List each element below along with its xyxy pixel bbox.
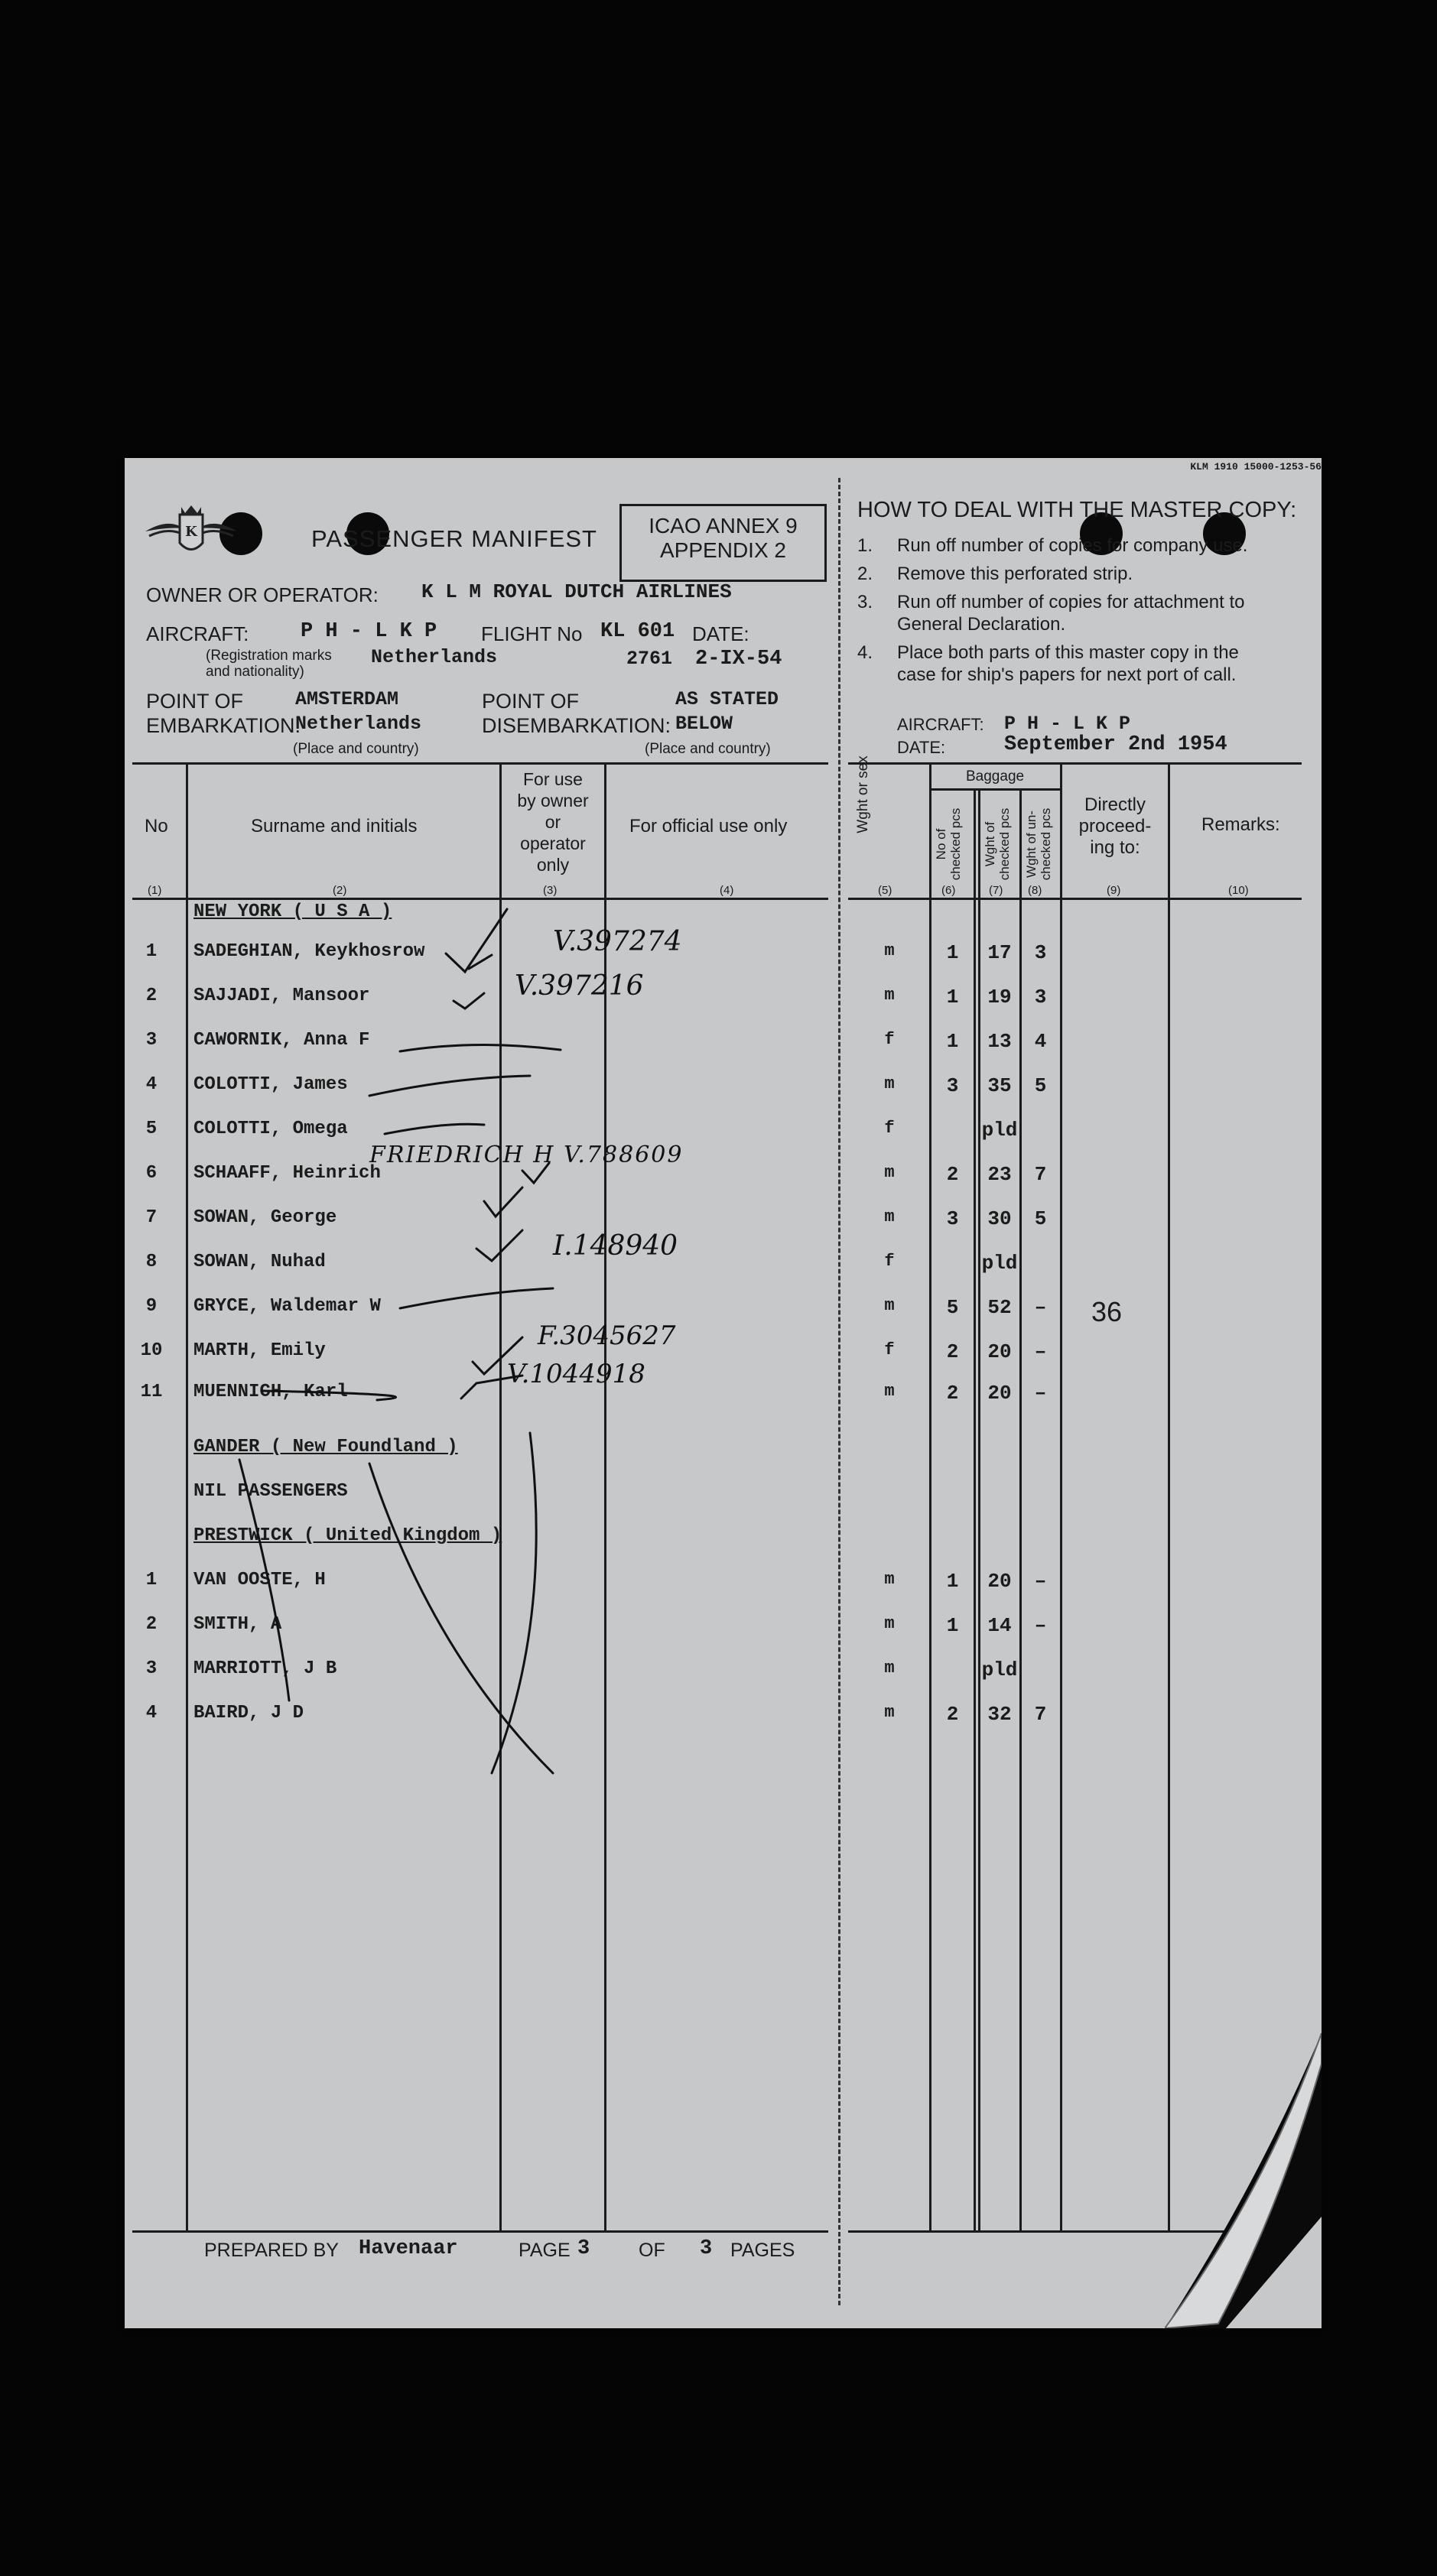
col-wght-checked-header — [983, 794, 1012, 894]
instruction-text: Remove this perforated strip. — [897, 564, 1133, 584]
directly-line: Directly — [1084, 794, 1146, 815]
disembark-label-line2: DISEMBARKATION: — [482, 714, 671, 737]
instruction-number: 1. — [857, 535, 873, 556]
instructions-list — [857, 534, 1247, 686]
row-number: 7 — [145, 1207, 158, 1228]
col-number: (5) — [878, 884, 892, 897]
form-code: KLM 1910 15000-1253-56 — [1190, 461, 1322, 473]
instruction-item — [857, 642, 1247, 686]
directly-line: proceed- — [1078, 816, 1152, 836]
passenger-name: SMITH, A — [193, 1614, 282, 1635]
flight-label: FLIGHT No — [481, 622, 583, 645]
row-number: 11 — [140, 1382, 163, 1402]
unchecked-weight: – — [1034, 1570, 1047, 1593]
passenger-sex: f — [884, 1030, 895, 1049]
passenger-name: MUENNICH, Karl — [193, 1382, 348, 1402]
owner-use-line: by owner — [517, 791, 589, 810]
icao-line2: APPENDIX 2 — [660, 538, 786, 562]
checked-pieces: 1 — [946, 986, 959, 1009]
flight-sub: 2761 — [626, 648, 673, 670]
instruction-number: 3. — [857, 592, 873, 612]
instruction-text: Run off number of copies for attachment to — [897, 592, 1245, 612]
stub-aircraft-label: AIRCRAFT: — [897, 715, 984, 734]
handwritten-passport: V.397274 — [553, 926, 682, 957]
section-heading-prestwick: PRESTWICK ( United Kingdom ) — [193, 1525, 502, 1546]
manifest-title: PASSENGER MANIFEST — [311, 525, 597, 552]
col-remarks-header: Remarks: — [1201, 814, 1280, 835]
unchecked-weight: – — [1034, 1296, 1047, 1319]
col-wght-unchecked-header — [1024, 794, 1053, 894]
handwritten-passport: FRIEDRICH H V.788609 — [369, 1142, 684, 1168]
checked-header-line: No of — [934, 828, 948, 860]
passenger-name: COLOTTI, James — [193, 1074, 348, 1095]
row-number: 2 — [145, 986, 158, 1006]
owner-label: OWNER OR OPERATOR: — [146, 583, 379, 606]
col-directly-header — [1062, 794, 1168, 859]
owner-use-line: operator — [520, 833, 586, 853]
embark-value-line1: AMSTERDAM — [295, 688, 399, 710]
row-number: 5 — [145, 1119, 158, 1139]
col-number: (2) — [333, 884, 347, 897]
embark-note: (Place and country) — [293, 741, 419, 757]
destination-code: 36 — [1091, 1296, 1123, 1327]
row-number: 3 — [145, 1030, 158, 1051]
row-number: 2 — [145, 1614, 158, 1635]
disembark-value-line1: AS STATED — [675, 688, 779, 710]
pages-label: PAGES — [730, 2240, 795, 2261]
passenger-name: MARTH, Emily — [193, 1340, 326, 1361]
col-number: (1) — [148, 884, 162, 897]
section-heading-new-york: NEW YORK ( U S A ) — [193, 901, 392, 922]
instructions-title: HOW TO DEAL WITH THE MASTER COPY: — [857, 498, 1297, 522]
unchecked-weight: 3 — [1034, 986, 1047, 1009]
instruction-text-cont: General Declaration. — [897, 614, 1066, 635]
passenger-sex: m — [884, 1382, 895, 1401]
folded-corner — [1165, 2033, 1322, 2328]
page-value: 3 — [577, 2237, 590, 2260]
aircraft-label: AIRCRAFT: — [146, 622, 249, 645]
col-number: (3) — [543, 884, 558, 897]
passenger-sex: m — [884, 1703, 895, 1722]
checked-weight: 32 — [987, 1703, 1012, 1726]
table-top-rule-right — [848, 762, 1302, 765]
row-number: 1 — [145, 1570, 158, 1590]
checked-pieces: 3 — [946, 1074, 959, 1097]
embark-label-line1: POINT OF — [146, 690, 244, 713]
disembark-value-line2: BELOW — [675, 713, 733, 735]
row-number: 10 — [140, 1340, 163, 1361]
instruction-number: 2. — [857, 564, 873, 584]
col-number: (4) — [720, 884, 734, 897]
passenger-name: SAJJADI, Mansoor — [193, 986, 370, 1006]
checked-weight: 30 — [987, 1207, 1012, 1230]
embark-label-line2: EMBARKATION: — [146, 714, 301, 737]
checked-pieces: 2 — [946, 1340, 959, 1363]
row-number: 4 — [145, 1074, 158, 1095]
column-number-rule-right — [848, 898, 1302, 900]
prepared-value: Havenaar — [359, 2237, 458, 2260]
row-number: 4 — [145, 1703, 158, 1723]
instruction-item — [857, 563, 1247, 585]
wght-unchecked-line: checked pcs — [1039, 807, 1053, 881]
row-number: 8 — [145, 1252, 158, 1272]
passenger-sex: f — [884, 1119, 895, 1138]
flight-value: KL 601 — [600, 620, 675, 643]
checked-pieces: 2 — [946, 1703, 959, 1726]
instruction-text: Place both parts of this master copy in the — [897, 642, 1239, 663]
passenger-name: CAWORNIK, Anna F — [193, 1030, 370, 1051]
wght-unchecked-line: Wght of un- — [1024, 810, 1039, 878]
instruction-number: 4. — [857, 642, 873, 663]
checked-weight: 20 — [987, 1340, 1012, 1363]
stub-aircraft-value: P H - L K P — [1004, 713, 1131, 735]
instruction-item — [857, 591, 1247, 635]
wght-checked-line: Wght of — [983, 821, 997, 867]
col-divider — [1168, 762, 1170, 2230]
col-number: (10) — [1228, 884, 1249, 897]
passenger-sex: m — [884, 1207, 895, 1226]
unchecked-weight: – — [1034, 1340, 1047, 1363]
owner-use-line: For use — [523, 769, 583, 789]
passenger-name: BAIRD, J D — [193, 1703, 304, 1723]
col-divider — [929, 762, 931, 2230]
checked-weight: 14 — [987, 1614, 1012, 1637]
col-number: (7) — [989, 884, 1003, 897]
owner-use-line: only — [536, 855, 570, 875]
passenger-name: SOWAN, George — [193, 1207, 337, 1228]
pages-value: 3 — [700, 2237, 713, 2260]
col-no-header: No — [145, 816, 168, 836]
passenger-name: SCHAAFF, Heinrich — [193, 1163, 381, 1184]
checked-pieces: 1 — [946, 1030, 959, 1053]
svg-text:K: K — [185, 524, 197, 540]
page-label: PAGE — [519, 2240, 571, 2261]
checked-weight: pld — [981, 1252, 1018, 1275]
handwritten-passport: V.397216 — [515, 970, 644, 1002]
pen-marks — [125, 458, 844, 1987]
embark-value-line2: Netherlands — [295, 713, 422, 735]
unchecked-weight: 5 — [1034, 1207, 1047, 1230]
passenger-name: COLOTTI, Omega — [193, 1119, 348, 1139]
unchecked-weight: 5 — [1034, 1074, 1047, 1097]
unchecked-weight: – — [1034, 1382, 1047, 1405]
handwritten-passport: V.1044918 — [507, 1359, 645, 1389]
instruction-text: Run off number of copies for company use. — [897, 535, 1248, 556]
checked-pieces: 1 — [946, 1570, 959, 1593]
passenger-name: VAN OOSTE, H — [193, 1570, 326, 1590]
col-divider — [974, 788, 976, 2230]
checked-pieces: 2 — [946, 1382, 959, 1405]
passenger-sex: m — [884, 1296, 895, 1315]
passenger-name: MARRIOTT, J B — [193, 1658, 337, 1679]
nil-passengers: NIL PASSENGERS — [193, 1481, 348, 1502]
unchecked-weight: 3 — [1034, 941, 1047, 964]
stub-date-value: September 2nd 1954 — [1004, 733, 1227, 756]
row-number: 6 — [145, 1163, 158, 1184]
checked-header-line: checked pcs — [948, 807, 963, 881]
handwritten-passport: F.3045627 — [538, 1320, 676, 1351]
checked-weight: 19 — [987, 986, 1012, 1009]
passenger-name: SADEGHIAN, Keykhosrow — [193, 941, 425, 962]
passenger-name: GRYCE, Waldemar W — [193, 1296, 381, 1317]
wght-checked-line: checked pcs — [997, 807, 1012, 881]
unchecked-weight: 7 — [1034, 1703, 1047, 1726]
date-value: 2-IX-54 — [695, 648, 782, 671]
unchecked-weight: – — [1034, 1614, 1047, 1637]
handwritten-passport: I.148940 — [553, 1230, 678, 1262]
directly-line: ing to: — [1090, 837, 1140, 858]
passenger-name: SOWAN, Nuhad — [193, 1252, 326, 1272]
checked-weight: 35 — [987, 1074, 1012, 1097]
row-number: 1 — [145, 941, 158, 962]
icao-line1: ICAO ANNEX 9 — [649, 514, 798, 538]
passenger-sex: m — [884, 1658, 895, 1678]
checked-pieces: 2 — [946, 1163, 959, 1186]
disembark-label-line1: POINT OF — [482, 690, 580, 713]
nationality-value: Netherlands — [371, 646, 498, 668]
checked-pieces: 1 — [946, 941, 959, 964]
passenger-sex: m — [884, 1614, 895, 1633]
passenger-sex: m — [884, 986, 895, 1005]
passenger-sex: m — [884, 941, 895, 960]
col-wght-sex-header: Wght or sex — [855, 755, 871, 833]
table-bottom-rule-left — [132, 2230, 828, 2233]
instruction-item — [857, 534, 1247, 557]
stub-date-label: DATE: — [897, 738, 946, 757]
passenger-sex: m — [884, 1163, 895, 1182]
passenger-sex: m — [884, 1570, 895, 1589]
passenger-sex: f — [884, 1252, 895, 1271]
checked-weight: pld — [981, 1119, 1018, 1142]
registration-note-line1: (Registration marks — [206, 648, 332, 664]
date-label: DATE: — [692, 622, 749, 645]
col-surname-header: Surname and initials — [251, 816, 418, 836]
col-number: (6) — [941, 884, 956, 897]
checked-weight: 20 — [987, 1570, 1012, 1593]
manifest-sheet — [125, 458, 1322, 2328]
row-number: 3 — [145, 1658, 158, 1679]
unchecked-weight: 7 — [1034, 1163, 1047, 1186]
aircraft-value: P H - L K P — [301, 620, 437, 643]
registration-note-line2: and nationality) — [206, 664, 304, 680]
col-divider — [1060, 762, 1062, 2230]
disembark-note: (Place and country) — [645, 741, 771, 757]
checked-weight: 13 — [987, 1030, 1012, 1053]
of-label: OF — [639, 2240, 665, 2261]
prepared-label: PREPARED BY — [204, 2240, 339, 2261]
passenger-sex: m — [884, 1074, 895, 1093]
checked-weight: pld — [981, 1658, 1018, 1681]
col-number: (9) — [1107, 884, 1121, 897]
unchecked-weight: 4 — [1034, 1030, 1047, 1053]
section-heading-gander: GANDER ( New Foundland ) — [193, 1437, 458, 1457]
checked-weight: 17 — [987, 941, 1012, 964]
row-number: 9 — [145, 1296, 158, 1317]
checked-weight: 20 — [987, 1382, 1012, 1405]
checked-pieces: 5 — [946, 1296, 959, 1319]
passenger-sex: f — [884, 1340, 895, 1359]
baggage-rule — [929, 788, 1060, 791]
col-number: (8) — [1028, 884, 1042, 897]
checked-pieces: 3 — [946, 1207, 959, 1230]
col-checked-header — [934, 794, 963, 894]
owner-use-line: or — [545, 812, 561, 832]
checked-weight: 23 — [987, 1163, 1012, 1186]
checked-pieces: 1 — [946, 1614, 959, 1637]
instruction-text-cont: case for ship's papers for next port of call. — [897, 664, 1237, 685]
checked-weight: 52 — [987, 1296, 1012, 1319]
owner-value: K L M ROYAL DUTCH AIRLINES — [421, 580, 732, 603]
col-baggage-header: Baggage — [966, 768, 1025, 784]
col-official-header: For official use only — [629, 816, 788, 836]
